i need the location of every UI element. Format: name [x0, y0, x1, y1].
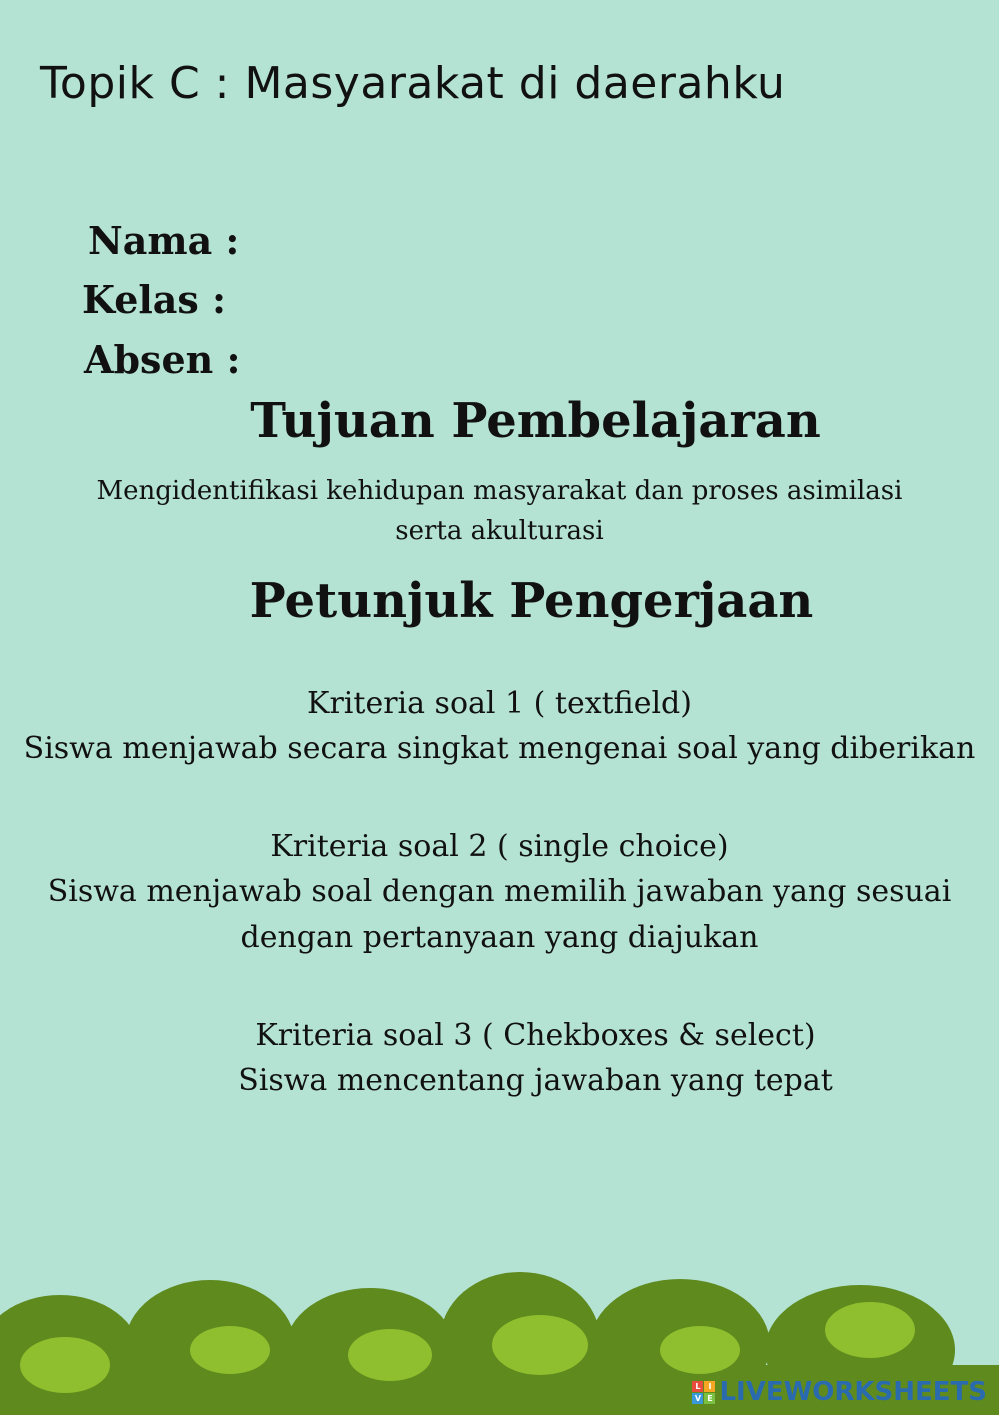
- objective-heading: Tujuan Pembelajaran: [250, 393, 821, 449]
- objective-line-1: Mengidentifikasi kehidupan masyarakat dan proses asimilasi: [96, 476, 903, 506]
- criteria-1-title: Kriteria soal 1 ( textfield): [307, 686, 692, 721]
- class-label: Kelas :: [82, 277, 227, 322]
- absen-label: Absen :: [84, 337, 241, 382]
- liveworksheets-watermark: [692, 1377, 987, 1407]
- criteria-3-line-1: Siswa mencentang jawaban yang tepat: [238, 1063, 833, 1098]
- criteria-2-line-2: dengan pertanyaan yang diajukan: [240, 920, 759, 955]
- criteria-2-title: Kriteria soal 2 ( single choice): [270, 829, 729, 864]
- instructions-heading: Petunjuk Pengerjaan: [249, 573, 814, 629]
- topic-title: Topik C : Masyarakat di daerahku: [40, 58, 786, 109]
- watermark-text: LIVEWORKSHEETS: [719, 1377, 987, 1407]
- liveworksheets-logo-icon: L I V E: [692, 1381, 715, 1404]
- objective-line-2: serta akulturasi: [395, 516, 604, 546]
- name-label: Nama :: [88, 218, 240, 263]
- criteria-3-title: Kriteria soal 3 ( Chekboxes & select): [255, 1018, 816, 1053]
- criteria-1-line-1: Siswa menjawab secara singkat mengenai soal yang diberikan: [23, 731, 976, 766]
- criteria-2-line-1: Siswa menjawab soal dengan memilih jawaban yang sesuai: [47, 874, 952, 909]
